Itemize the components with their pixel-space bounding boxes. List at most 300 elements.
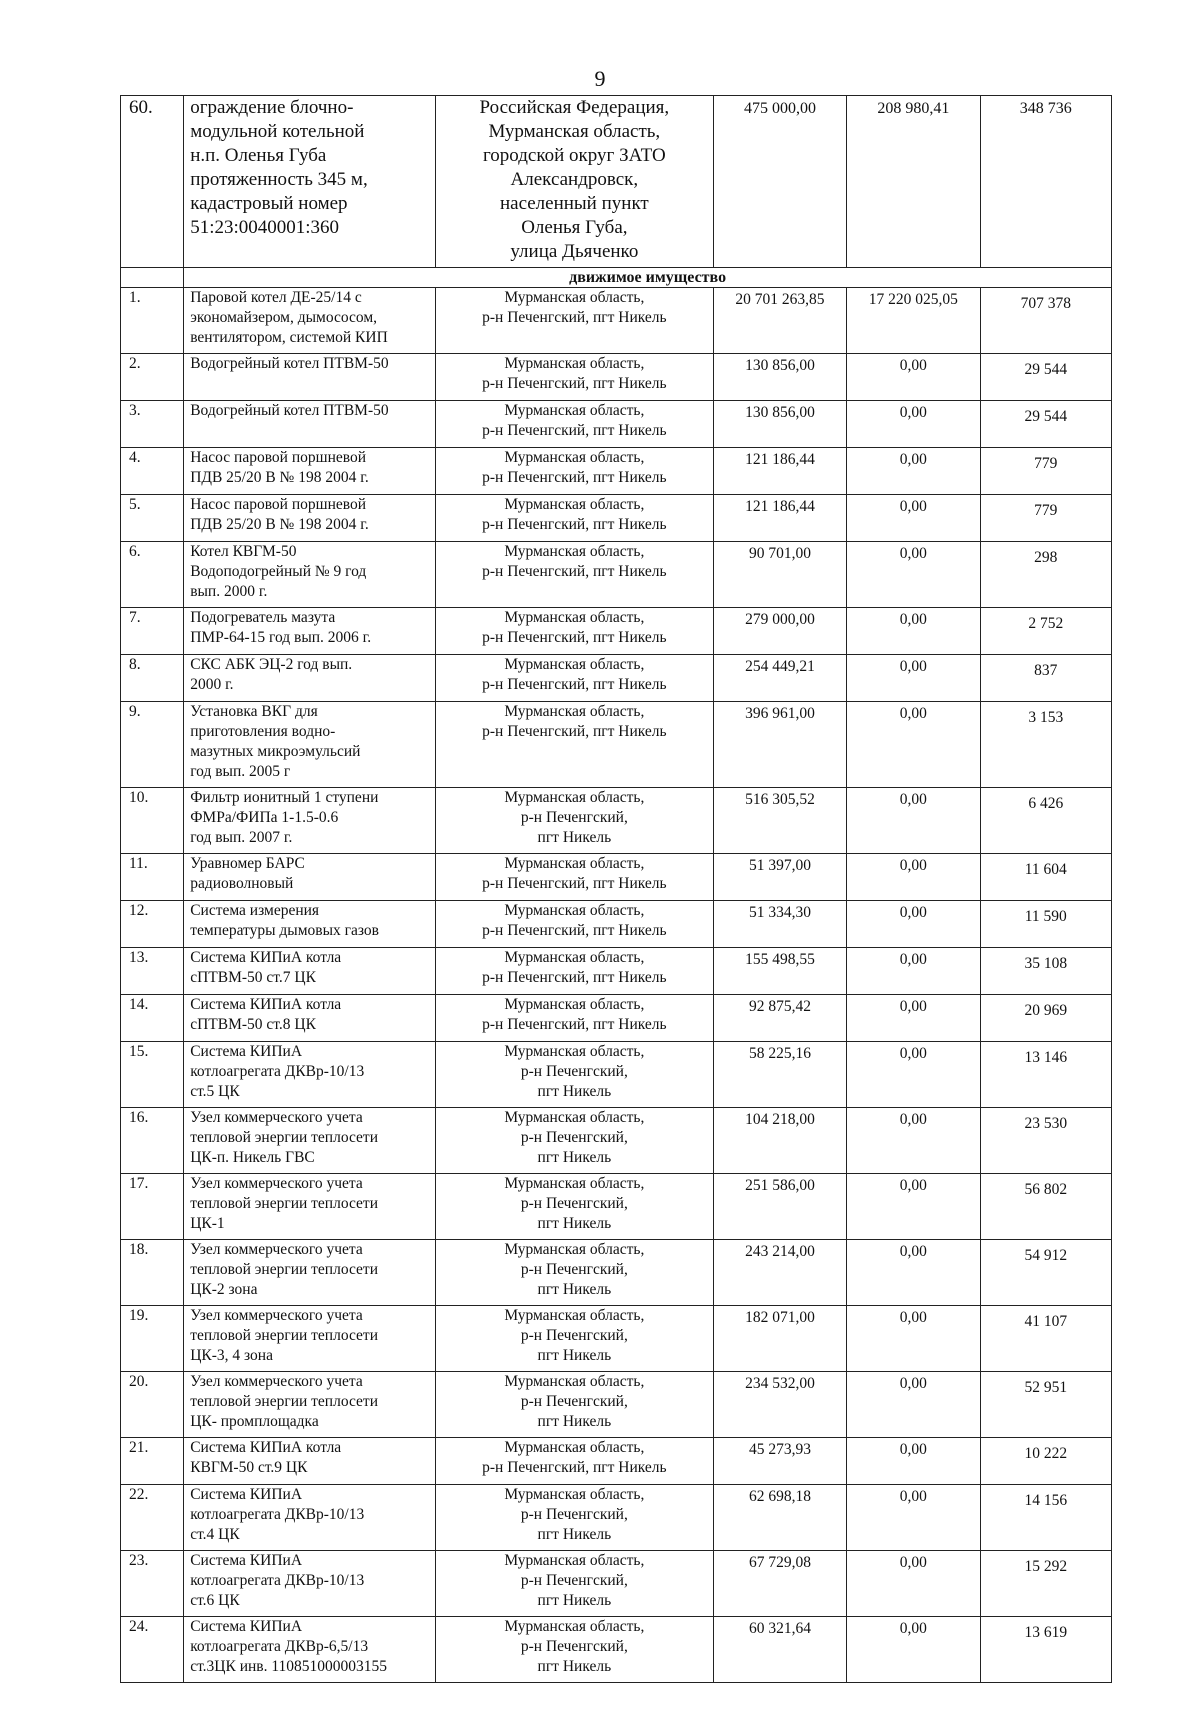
value-market: 348 736 [980, 96, 1111, 268]
row-number: 7. [121, 608, 184, 655]
item-address-line: Мурманская область, [504, 1043, 645, 1060]
item-address-line: р-н Печенгский, пгт Никель [482, 922, 667, 939]
item-name-line: год вып. 2005 г [190, 763, 291, 780]
value-residual: 0,00 [847, 854, 980, 901]
value-market: 3 153 [980, 702, 1111, 788]
page-number: 9 [594, 66, 606, 91]
item-address-line: Мурманская область, [504, 656, 645, 673]
value-initial: 234 532,00 [713, 1372, 846, 1438]
item-address [435, 288, 713, 354]
item-address-line: Мурманская область, [504, 289, 645, 306]
item-name-line: КВГМ-50 ст.9 ЦК [190, 1459, 308, 1476]
item-address [435, 1240, 713, 1306]
item-address-line: городской округ ЗАТО [482, 145, 666, 166]
value-residual: 0,00 [847, 401, 980, 448]
item-name-line: Система КИПиА котла [190, 996, 342, 1013]
item-name-line: ограждение блочно- [190, 97, 354, 118]
item-name-line: ст.3ЦК инв. 110851000003155 [190, 1658, 388, 1675]
value-initial: 396 961,00 [713, 702, 846, 788]
value-residual: 0,00 [847, 542, 980, 608]
item-name [184, 1551, 436, 1617]
row-number: 13. [121, 948, 184, 995]
value-initial: 62 698,18 [713, 1485, 846, 1551]
value-residual: 0,00 [847, 1042, 980, 1108]
item-address-line: улица Дьяченко [510, 241, 639, 262]
item-address-line: Мурманская область, [504, 902, 645, 919]
value-market: 707 378 [980, 288, 1111, 354]
value-market: 15 292 [980, 1551, 1111, 1617]
item-address-line: Мурманская область, [504, 355, 645, 372]
value-initial: 51 334,30 [713, 901, 846, 948]
item-address-line: р-н Печенгский, [520, 1572, 628, 1589]
item-address-line: р-н Печенгский, [520, 1393, 628, 1410]
value-residual: 0,00 [847, 702, 980, 788]
row-number: 6. [121, 542, 184, 608]
table-row [121, 401, 1112, 448]
item-name-line: вентилятором, системой КИП [190, 329, 388, 346]
item-address [435, 702, 713, 788]
item-name-line: температуры дымовых газов [190, 922, 379, 939]
item-address-line: пгт Никель [537, 1592, 612, 1609]
item-address [435, 542, 713, 608]
value-market: 837 [980, 655, 1111, 702]
item-address-line: пгт Никель [537, 1149, 612, 1166]
item-address [435, 948, 713, 995]
value-initial: 279 000,00 [713, 608, 846, 655]
item-address-line: Мурманская область, [504, 1307, 645, 1324]
item-address [435, 495, 713, 542]
item-name [184, 1306, 436, 1372]
value-market: 29 544 [980, 354, 1111, 401]
item-name-line: ПМР-64-15 год вып. 2006 г. [190, 629, 372, 646]
item-name [184, 1174, 436, 1240]
item-address [435, 1438, 713, 1485]
item-address-line: Мурманская область, [504, 496, 645, 513]
item-name-line: сПТВМ-50 ст.8 ЦК [190, 1016, 316, 1033]
item-name-line: Водогрейный котел ПТВМ-50 [190, 355, 389, 372]
value-market: 14 156 [980, 1485, 1111, 1551]
value-initial: 45 273,93 [713, 1438, 846, 1485]
item-name [184, 448, 436, 495]
item-address-line: Мурманская область, [504, 1373, 645, 1390]
value-initial: 58 225,16 [713, 1042, 846, 1108]
item-name [184, 788, 436, 854]
item-address-line: Мурманская область, [488, 121, 661, 142]
value-market: 298 [980, 542, 1111, 608]
item-name-line: ст.5 ЦК [190, 1083, 240, 1100]
item-name-line: котлоагрегата ДКВр-10/13 [190, 1572, 365, 1589]
item-address-line: Мурманская область, [504, 855, 645, 872]
item-address [435, 96, 713, 268]
row-number: 22. [121, 1485, 184, 1551]
item-name [184, 401, 436, 448]
item-address [435, 1551, 713, 1617]
item-name [184, 1617, 436, 1683]
item-name-line: ФМРа/ФИПа 1-1.5-0.6 [190, 809, 339, 826]
item-address-line: р-н Печенгский, [520, 1195, 628, 1212]
item-address-line: р-н Печенгский, пгт Никель [482, 723, 667, 740]
item-name-line: ПДВ 25/20 В № 198 2004 г. [190, 516, 369, 533]
item-name-line: Водогрейный котел ПТВМ-50 [190, 402, 389, 419]
value-market: 13 146 [980, 1042, 1111, 1108]
item-name-line: ЦК-1 [190, 1215, 225, 1232]
table-row [121, 288, 1112, 354]
item-name-line: Насос паровой поршневой [190, 449, 367, 466]
value-residual: 0,00 [847, 1372, 980, 1438]
value-market: 35 108 [980, 948, 1111, 995]
value-initial: 121 186,44 [713, 495, 846, 542]
item-name-line: Подогреватель мазута [190, 609, 336, 626]
item-address [435, 1108, 713, 1174]
item-name-line: протяженность 345 м, [190, 169, 368, 190]
value-initial: 51 397,00 [713, 854, 846, 901]
row-number: 9. [121, 702, 184, 788]
item-address-line: пгт Никель [537, 1215, 612, 1232]
value-initial: 182 071,00 [713, 1306, 846, 1372]
row-number: 16. [121, 1108, 184, 1174]
property-table [120, 95, 1112, 1683]
row-number: 1. [121, 288, 184, 354]
value-market: 54 912 [980, 1240, 1111, 1306]
item-address-line: Российская Федерация, [479, 97, 670, 118]
table-row [121, 655, 1112, 702]
item-name [184, 1042, 436, 1108]
table-row [121, 1372, 1112, 1438]
value-initial: 475 000,00 [713, 96, 846, 268]
item-name [184, 1485, 436, 1551]
item-name-line: Уравномер БАРС [190, 855, 305, 872]
item-address [435, 854, 713, 901]
item-address-line: р-н Печенгский, [520, 809, 628, 826]
item-name-line: Система КИПиА котла [190, 949, 342, 966]
property-table-body [121, 96, 1112, 1683]
value-initial: 155 498,55 [713, 948, 846, 995]
value-initial: 90 701,00 [713, 542, 846, 608]
item-address-line: пгт Никель [537, 1281, 612, 1298]
value-initial: 516 305,52 [713, 788, 846, 854]
item-name [184, 96, 436, 268]
row-number: 23. [121, 1551, 184, 1617]
item-address-line: р-н Печенгский, пгт Никель [482, 375, 667, 392]
table-row [121, 702, 1112, 788]
table-row [121, 495, 1112, 542]
item-name [184, 1108, 436, 1174]
table-row [121, 542, 1112, 608]
table-row [121, 608, 1112, 655]
item-address-line: р-н Печенгский, пгт Никель [482, 629, 667, 646]
row-number: 2. [121, 354, 184, 401]
item-name-line: Система КИПиА [190, 1043, 303, 1060]
item-name [184, 1240, 436, 1306]
item-name-line: ст.6 ЦК [190, 1592, 240, 1609]
item-name-line: приготовления водно- [190, 723, 336, 740]
item-name-line: тепловой энергии теплосети [190, 1261, 378, 1278]
item-name-line: мазутных микроэмульсий [190, 743, 361, 760]
item-address-line: р-н Печенгский, [520, 1506, 628, 1523]
value-market: 10 222 [980, 1438, 1111, 1485]
value-residual: 208 980,41 [847, 96, 980, 268]
item-address-line: пгт Никель [537, 1347, 612, 1364]
item-address [435, 1042, 713, 1108]
item-name [184, 702, 436, 788]
table-row [121, 948, 1112, 995]
item-name [184, 995, 436, 1042]
row-number: 24. [121, 1617, 184, 1683]
item-name-line: Котел КВГМ-50 [190, 543, 297, 560]
item-name-line: Узел коммерческого учета [190, 1373, 363, 1390]
item-name-line: Узел коммерческого учета [190, 1175, 363, 1192]
row-number: 5. [121, 495, 184, 542]
value-initial: 92 875,42 [713, 995, 846, 1042]
table-row [121, 354, 1112, 401]
section-header-empty [121, 268, 184, 288]
item-address-line: Мурманская область, [504, 1439, 645, 1456]
item-name-line: ЦК-2 зона [190, 1281, 258, 1298]
table-row [121, 901, 1112, 948]
value-initial: 121 186,44 [713, 448, 846, 495]
value-residual: 0,00 [847, 1174, 980, 1240]
item-address-line: Мурманская область, [504, 789, 645, 806]
row-number: 21. [121, 1438, 184, 1485]
value-residual: 0,00 [847, 608, 980, 655]
value-initial: 243 214,00 [713, 1240, 846, 1306]
item-name [184, 1372, 436, 1438]
item-address-line: пгт Никель [537, 1526, 612, 1543]
row-number: 18. [121, 1240, 184, 1306]
row-number: 20. [121, 1372, 184, 1438]
item-address-line: р-н Печенгский, пгт Никель [482, 1459, 667, 1476]
row-number: 14. [121, 995, 184, 1042]
item-name [184, 901, 436, 948]
value-initial: 130 856,00 [713, 354, 846, 401]
value-residual: 0,00 [847, 1485, 980, 1551]
value-market: 11 604 [980, 854, 1111, 901]
value-residual: 0,00 [847, 995, 980, 1042]
item-address [435, 1372, 713, 1438]
item-address-line: р-н Печенгский, [520, 1327, 628, 1344]
item-address [435, 401, 713, 448]
value-residual: 0,00 [847, 788, 980, 854]
table-row [121, 1042, 1112, 1108]
item-name-line: Система КИПиА котла [190, 1439, 342, 1456]
item-name-line: Система КИПиА [190, 1486, 303, 1503]
item-name-line: вып. 2000 г. [190, 583, 268, 600]
item-address-line: Мурманская область, [504, 1109, 645, 1126]
row-number: 60. [121, 96, 184, 268]
item-name-line: Установка ВКГ для [190, 703, 318, 720]
item-address-line: Мурманская область, [504, 1486, 645, 1503]
row-number: 19. [121, 1306, 184, 1372]
item-address [435, 608, 713, 655]
row-number: 8. [121, 655, 184, 702]
item-name-line: сПТВМ-50 ст.7 ЦК [190, 969, 316, 986]
item-name-line: радиоволновый [190, 875, 294, 892]
row-number: 10. [121, 788, 184, 854]
value-residual: 17 220 025,05 [847, 288, 980, 354]
table-row [121, 1108, 1112, 1174]
item-address-line: Мурманская область, [504, 996, 645, 1013]
item-address [435, 448, 713, 495]
item-name-line: ЦК- промплощадка [190, 1413, 319, 1430]
item-address-line: Мурманская область, [504, 1175, 645, 1192]
value-market: 779 [980, 495, 1111, 542]
value-initial: 251 586,00 [713, 1174, 846, 1240]
item-address-line: Александровск, [510, 169, 639, 190]
value-market: 52 951 [980, 1372, 1111, 1438]
item-name [184, 288, 436, 354]
item-address-line: Мурманская область, [504, 609, 645, 626]
item-name-line: ЦК-п. Никель ГВС [190, 1149, 315, 1166]
item-address-line: населенный пункт [499, 193, 649, 214]
item-name-line: котлоагрегата ДКВр-10/13 [190, 1063, 365, 1080]
item-address-line: пгт Никель [537, 1413, 612, 1430]
item-name-line: тепловой энергии теплосети [190, 1195, 378, 1212]
item-address-line: Мурманская область, [504, 543, 645, 560]
item-address-line: Мурманская область, [504, 703, 645, 720]
row-number: 11. [121, 854, 184, 901]
item-address [435, 788, 713, 854]
item-name [184, 542, 436, 608]
item-address [435, 655, 713, 702]
item-name-line: Фильтр ионитный 1 ступени [190, 789, 379, 806]
value-market: 13 619 [980, 1617, 1111, 1683]
item-name [184, 495, 436, 542]
item-name [184, 354, 436, 401]
item-address-line: Мурманская область, [504, 402, 645, 419]
item-address-line: р-н Печенгский, пгт Никель [482, 563, 667, 580]
item-name-line: тепловой энергии теплосети [190, 1129, 378, 1146]
item-name-line: Паровой котел ДЕ-25/14 с [190, 289, 362, 306]
row-number: 12. [121, 901, 184, 948]
item-name-line: СКС АБК ЭЦ-2 год вып. [190, 656, 353, 673]
row-number: 3. [121, 401, 184, 448]
item-address [435, 1485, 713, 1551]
item-name-line: тепловой энергии теплосети [190, 1393, 378, 1410]
item-address-line: р-н Печенгский, пгт Никель [482, 1016, 667, 1033]
item-name-line: 2000 г. [190, 676, 234, 693]
item-address-line: пгт Никель [537, 829, 612, 846]
item-name-line: год вып. 2007 г. [190, 829, 293, 846]
value-market: 29 544 [980, 401, 1111, 448]
table-row [121, 1438, 1112, 1485]
item-address [435, 1306, 713, 1372]
value-residual: 0,00 [847, 495, 980, 542]
item-name-line: Система КИПиА [190, 1618, 303, 1635]
item-address-line: Мурманская область, [504, 449, 645, 466]
item-address-line: р-н Печенгский, пгт Никель [482, 422, 667, 439]
item-address-line: р-н Печенгский, [520, 1261, 628, 1278]
value-residual: 0,00 [847, 1551, 980, 1617]
item-address-line: Мурманская область, [504, 1552, 645, 1569]
item-address-line: р-н Печенгский, пгт Никель [482, 469, 667, 486]
item-address-line: пгт Никель [537, 1083, 612, 1100]
table-row [121, 96, 1112, 268]
value-market: 779 [980, 448, 1111, 495]
value-market: 41 107 [980, 1306, 1111, 1372]
value-residual: 0,00 [847, 655, 980, 702]
item-address-line: р-н Печенгский, пгт Никель [482, 676, 667, 693]
section-title: движимое имущество [184, 268, 1112, 288]
item-address-line: р-н Печенгский, пгт Никель [482, 875, 667, 892]
item-name-line: Насос паровой поршневой [190, 496, 367, 513]
item-address-line: Мурманская область, [504, 1241, 645, 1258]
table-row [121, 1240, 1112, 1306]
table-row [121, 1306, 1112, 1372]
item-address [435, 354, 713, 401]
value-initial: 20 701 263,85 [713, 288, 846, 354]
item-name [184, 854, 436, 901]
value-market: 6 426 [980, 788, 1111, 854]
item-address-line: р-н Печенгский, [520, 1638, 628, 1655]
item-address [435, 1617, 713, 1683]
item-name [184, 655, 436, 702]
item-address-line: р-н Печенгский, пгт Никель [482, 309, 667, 326]
item-address-line: Мурманская область, [504, 1618, 645, 1635]
item-name [184, 948, 436, 995]
value-residual: 0,00 [847, 448, 980, 495]
item-name-line: кадастровый номер [190, 193, 348, 214]
value-initial: 254 449,21 [713, 655, 846, 702]
value-market: 23 530 [980, 1108, 1111, 1174]
item-name-line: экономайзером, дымососом, [190, 309, 378, 326]
value-residual: 0,00 [847, 901, 980, 948]
table-row [121, 854, 1112, 901]
value-residual: 0,00 [847, 1108, 980, 1174]
item-name [184, 1438, 436, 1485]
row-number: 15. [121, 1042, 184, 1108]
item-address [435, 901, 713, 948]
item-name-line: ПДВ 25/20 В № 198 2004 г. [190, 469, 369, 486]
item-address [435, 1174, 713, 1240]
table-row [121, 788, 1112, 854]
item-address-line: р-н Печенгский, пгт Никель [482, 516, 667, 533]
value-initial: 130 856,00 [713, 401, 846, 448]
item-name-line: тепловой энергии теплосети [190, 1327, 378, 1344]
table-row [121, 1617, 1112, 1683]
item-address-line: пгт Никель [537, 1658, 612, 1675]
value-market: 11 590 [980, 901, 1111, 948]
item-name-line: котлоагрегата ДКВр-6,5/13 [190, 1638, 369, 1655]
value-initial: 104 218,00 [713, 1108, 846, 1174]
item-name-line: Система КИПиА [190, 1552, 303, 1569]
section-header-row [121, 268, 1112, 288]
table-row [121, 995, 1112, 1042]
item-address-line: Мурманская область, [504, 949, 645, 966]
item-name-line: н.п. Оленья Губа [190, 145, 327, 166]
item-address-line: р-н Печенгский, пгт Никель [482, 969, 667, 986]
table-row [121, 1485, 1112, 1551]
value-initial: 60 321,64 [713, 1617, 846, 1683]
item-name-line: ст.4 ЦК [190, 1526, 240, 1543]
item-address-line: р-н Печенгский, [520, 1129, 628, 1146]
table-row [121, 1551, 1112, 1617]
value-market: 56 802 [980, 1174, 1111, 1240]
item-name-line: котлоагрегата ДКВр-10/13 [190, 1506, 365, 1523]
item-address-line: р-н Печенгский, [520, 1063, 628, 1080]
item-name-line: 51:23:0040001:360 [190, 217, 340, 238]
value-residual: 0,00 [847, 948, 980, 995]
value-market: 2 752 [980, 608, 1111, 655]
row-number: 17. [121, 1174, 184, 1240]
item-name-line: Узел коммерческого учета [190, 1241, 363, 1258]
table-row [121, 448, 1112, 495]
item-name-line: ЦК-3, 4 зона [190, 1347, 273, 1364]
value-residual: 0,00 [847, 1617, 980, 1683]
item-address-line: Оленья Губа, [521, 217, 628, 238]
item-name-line: Водоподогрейный № 9 год [190, 563, 367, 580]
item-name [184, 608, 436, 655]
row-number: 4. [121, 448, 184, 495]
